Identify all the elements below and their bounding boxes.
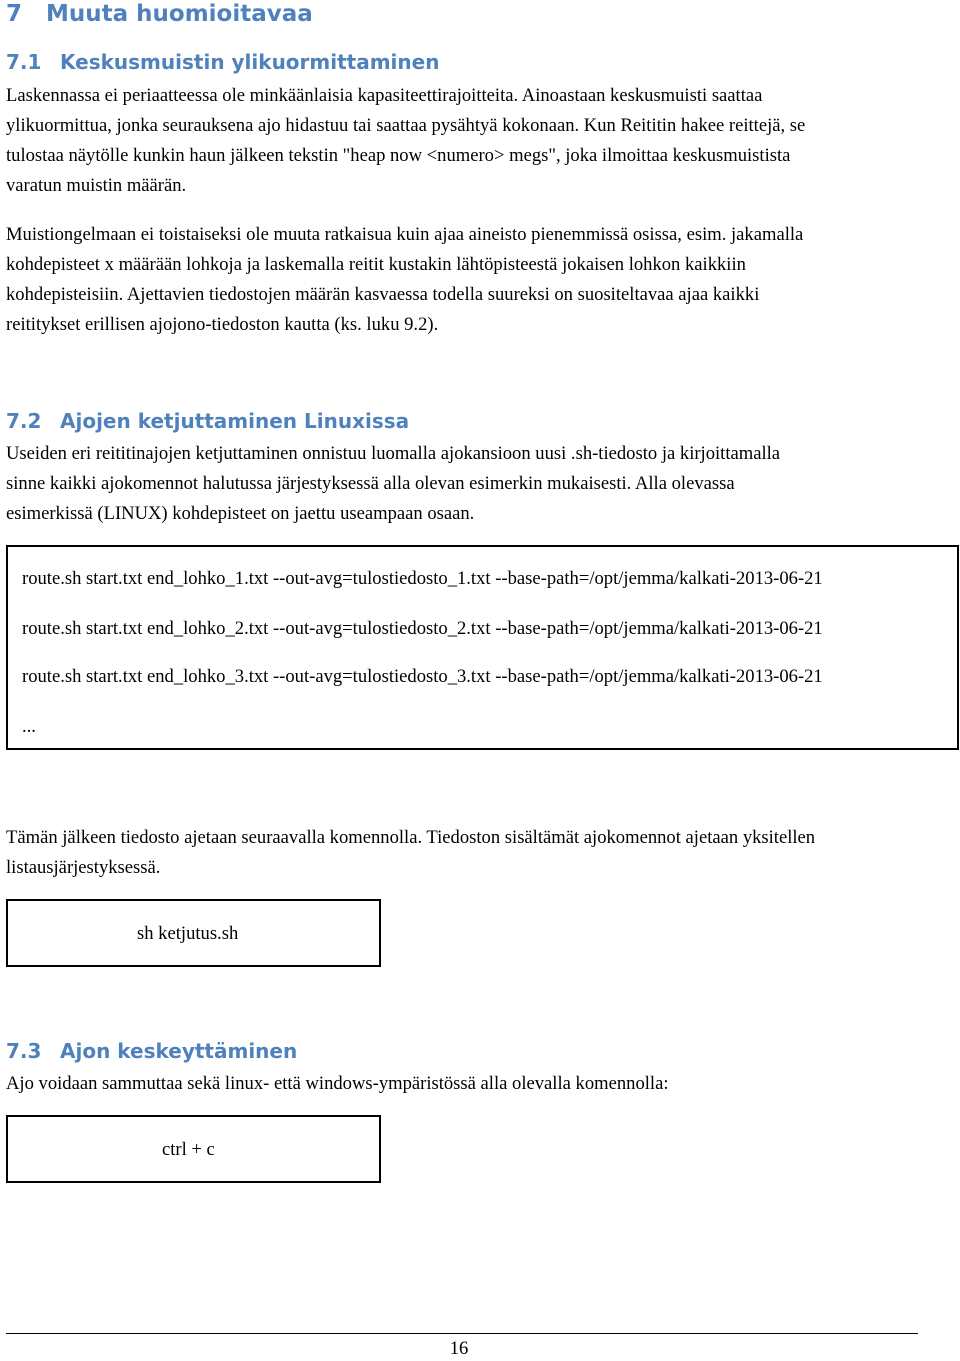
text-line: Ajo voidaan sammuttaa sekä linux- että windows-ympäristössä alla olevalla komennolla: bbox=[6, 1073, 669, 1094]
paragraph-chaining bbox=[6, 439, 958, 529]
command-box-interrupt bbox=[6, 1115, 381, 1183]
section-number: 7.3 bbox=[6, 1039, 42, 1063]
text-line: Laskennassa ei periaatteessa ole minkäänlaisia kapasiteettirajoitteita. Ainoastaan keskusmuisti saattaa bbox=[6, 85, 763, 106]
paragraph-run-command bbox=[6, 823, 958, 883]
text-line: varatun muistin määrän. bbox=[6, 175, 187, 196]
chapter-number: 7 bbox=[6, 1, 23, 27]
paragraph-interrupt bbox=[6, 1069, 958, 1099]
chapter-heading bbox=[6, 0, 313, 28]
code-line: route.sh start.txt end_lohko_2.txt --out-avg=tulostiedosto_2.txt --base-path=/opt/jemma/kalkati-2013-06-21 bbox=[22, 618, 823, 639]
footer-divider bbox=[6, 1333, 918, 1334]
code-line: ... bbox=[22, 716, 36, 737]
text-line: listausjärjestyksessä. bbox=[6, 857, 161, 878]
code-line: route.sh start.txt end_lohko_3.txt --out-avg=tulostiedosto_3.txt --base-path=/opt/jemma/kalkati-2013-06-21 bbox=[22, 666, 823, 687]
section-heading-7-2 bbox=[6, 408, 409, 434]
command-box-chaining bbox=[6, 899, 381, 967]
text-line: sinne kaikki ajokomennot halutussa järjestyksessä alla olevan esimerkin mukaisesti. Alla olevassa bbox=[6, 473, 735, 494]
page-number: 16 bbox=[449, 1338, 469, 1359]
paragraph-memory-solution bbox=[6, 220, 958, 340]
text-line: ylikuormittua, jonka seurauksena ajo hidastuu tai saattaa pysähtyä kokonaan. Kun Reititin hakee reittejä, se bbox=[6, 115, 806, 136]
section-title: Ajon keskeyttäminen bbox=[60, 1039, 298, 1063]
text-line: reititykset erillisen ajojono-tiedoston kautta (ks. luku 9.2). bbox=[6, 314, 439, 335]
paragraph-memory-limits bbox=[6, 81, 958, 201]
text-line: Muistiongelmaan ei toistaiseksi ole muuta ratkaisua kuin ajaa aineisto pienemmissä osissa, esim. jakamalla bbox=[6, 224, 804, 245]
section-number: 7.1 bbox=[6, 50, 42, 74]
command-text: ctrl + c bbox=[162, 1139, 215, 1160]
text-line: Useiden eri reititinajojen ketjuttaminen onnistuu luomalla ajokansioon uusi .sh-tiedosto ja kirjoittamalla bbox=[6, 443, 781, 464]
text-line: Tämän jälkeen tiedosto ajetaan seuraavalla komennolla. Tiedoston sisältämät ajokomennot ajetaan yksitellen bbox=[6, 827, 816, 848]
text-line: tulostaa näytölle kunkin haun jälkeen tekstin "heap now <numero> megs", joka ilmoittaa keskusmuistista bbox=[6, 145, 791, 166]
section-number: 7.2 bbox=[6, 409, 42, 433]
text-line: esimerkissä (LINUX) kohdepisteet on jaettu useampaan osaan. bbox=[6, 503, 475, 524]
section-title: Keskusmuistin ylikuormittaminen bbox=[60, 50, 440, 74]
section-heading-7-1 bbox=[6, 49, 439, 75]
text-line: kohdepisteisiin. Ajettavien tiedostojen määrän kasvaessa todella suureksi on suositeltavaa ajaa kaikki bbox=[6, 284, 760, 305]
command-text: sh ketjutus.sh bbox=[137, 923, 239, 944]
text-line: kohdepisteet x määrään lohkoja ja laskemalla reitit kustakin lähtöpisteestä jokaisen lohkon kaikkiin bbox=[6, 254, 746, 275]
code-line: route.sh start.txt end_lohko_1.txt --out-avg=tulostiedosto_1.txt --base-path=/opt/jemma/kalkati-2013-06-21 bbox=[22, 568, 823, 589]
section-heading-7-3 bbox=[6, 1038, 297, 1064]
chapter-title: Muuta huomioitavaa bbox=[46, 1, 313, 27]
code-example-box bbox=[6, 545, 959, 750]
section-title: Ajojen ketjuttaminen Linuxissa bbox=[60, 409, 410, 433]
